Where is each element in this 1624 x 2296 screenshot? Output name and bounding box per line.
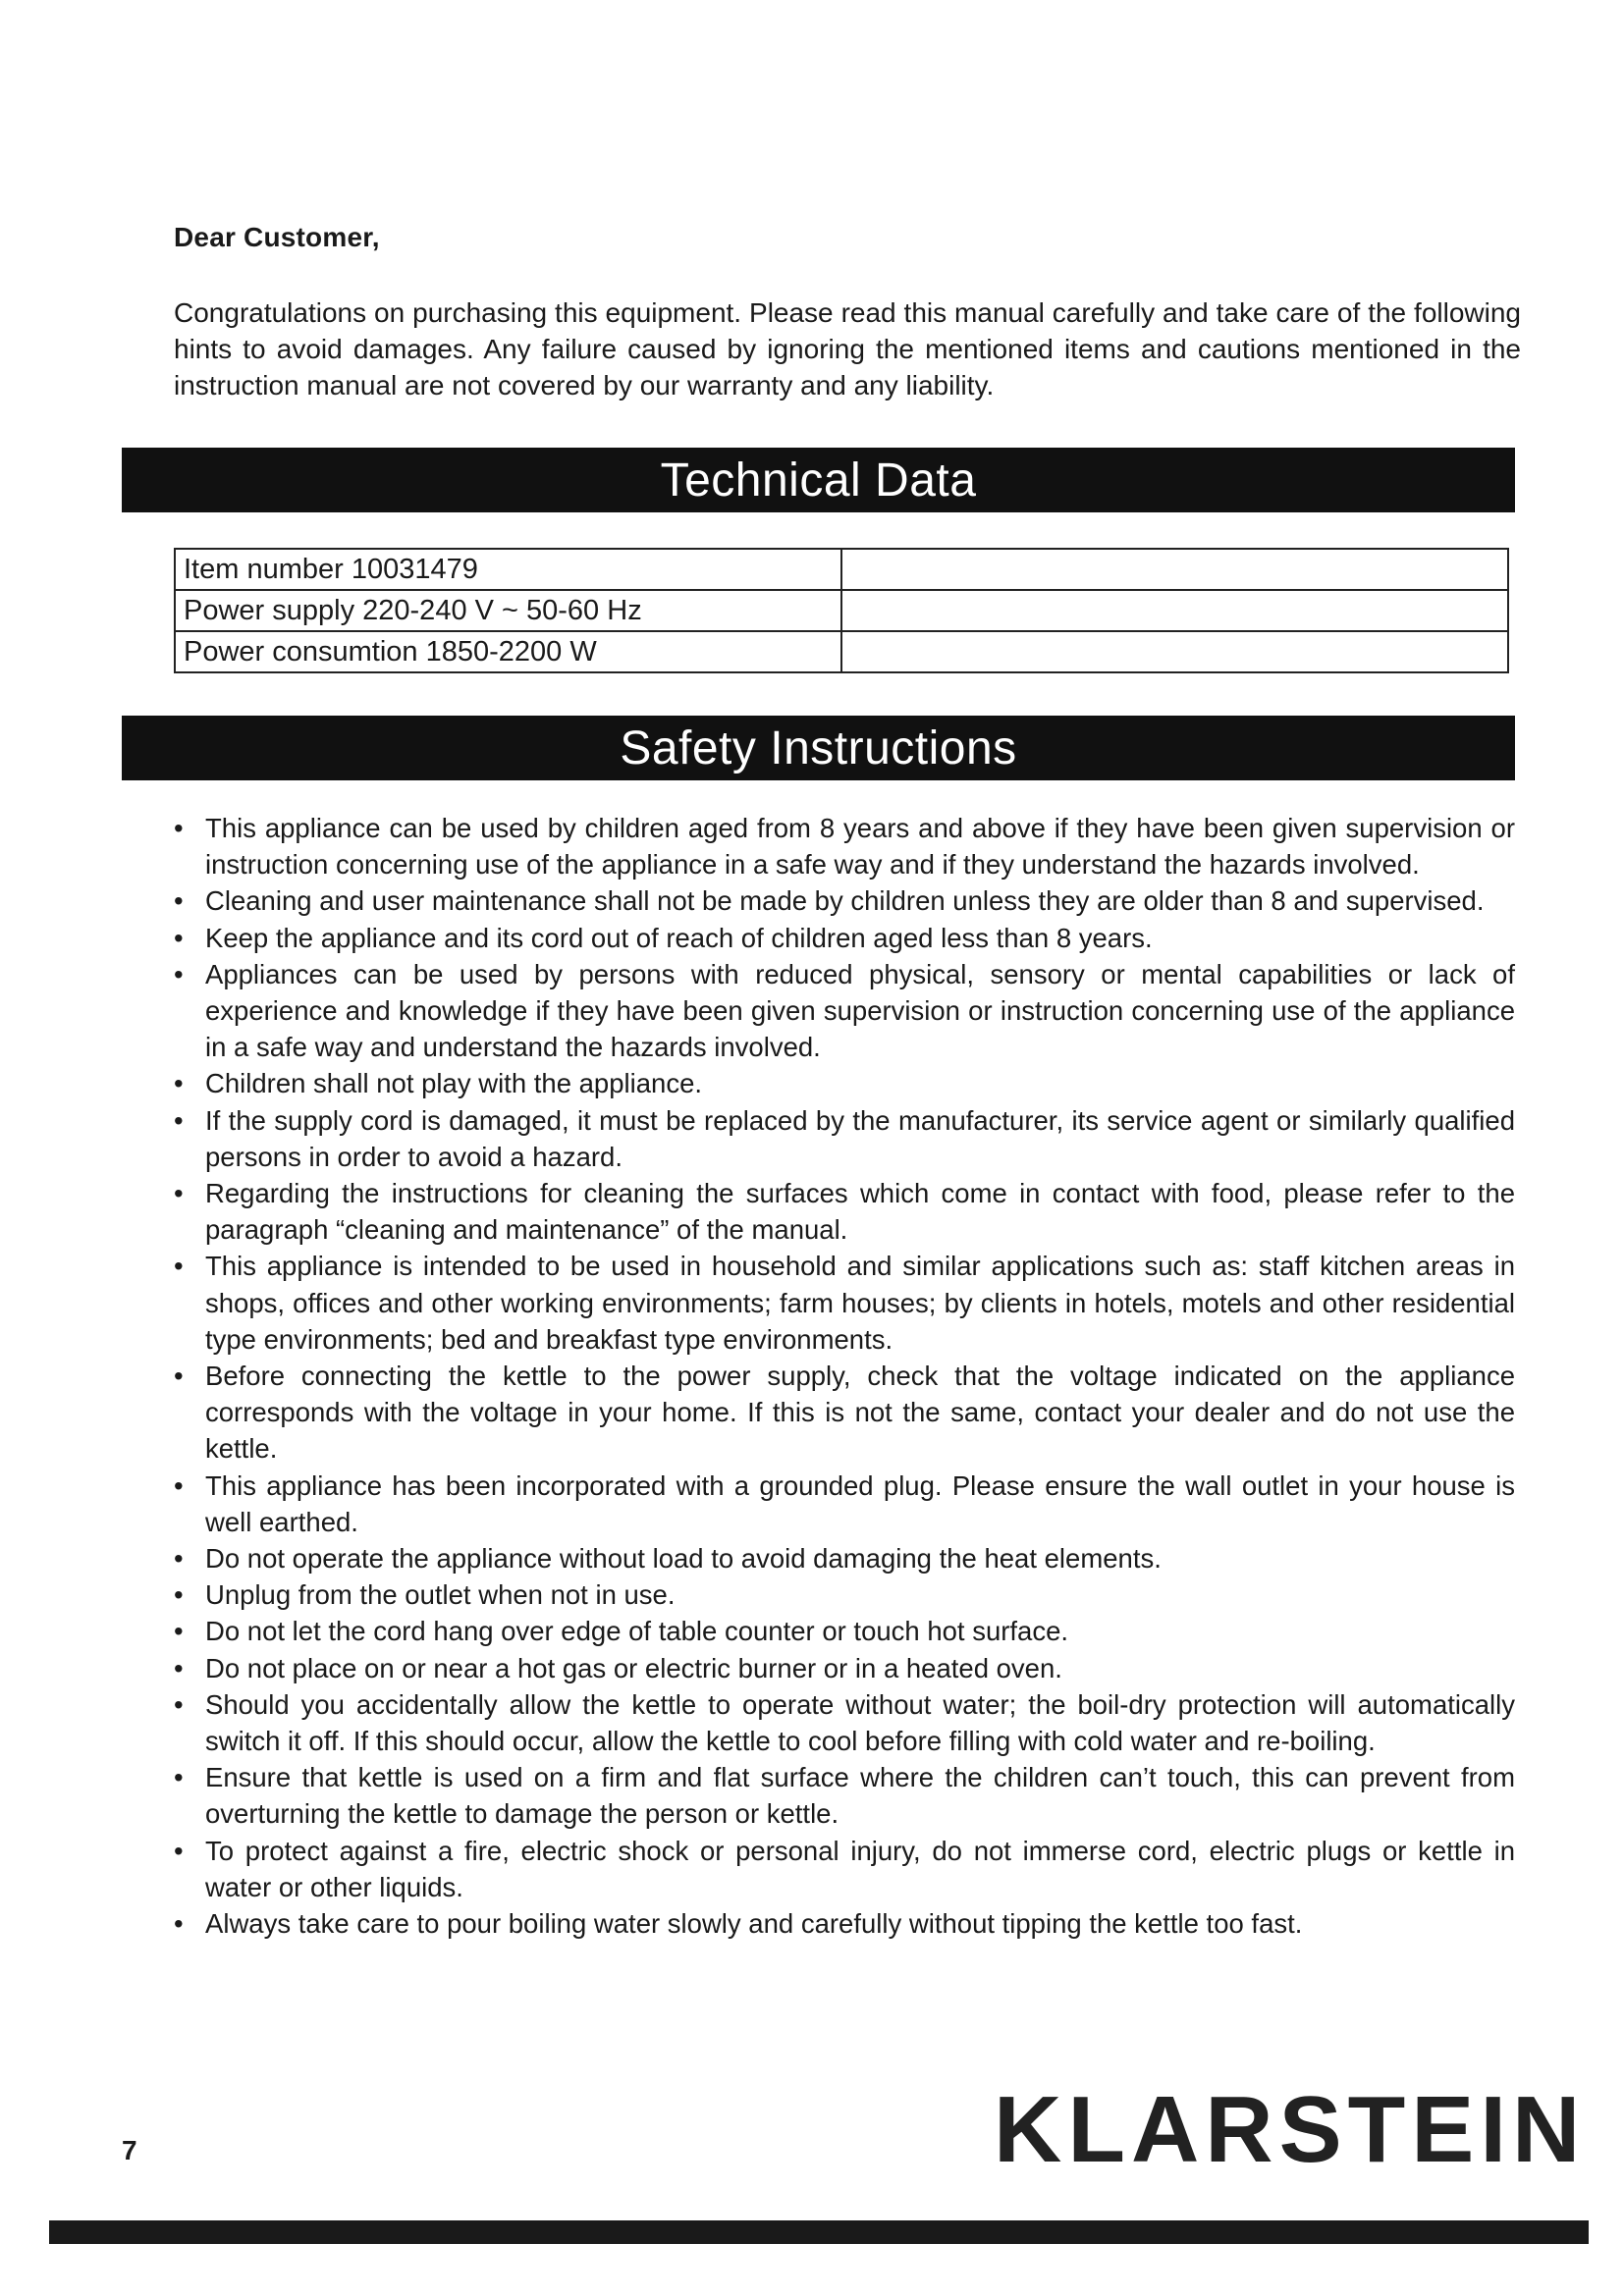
list-item-text: Should you accidentally allow the kettle to operate without water; the boil-dry protection will automatically switch it off. If this should occur, allow the kettle to cool before filling with cold water and re-boiling. xyxy=(205,1688,1515,1757)
table-row xyxy=(175,631,1508,672)
bullet-icon: • xyxy=(174,1104,184,1136)
bullet-icon: • xyxy=(174,1361,184,1392)
list-item xyxy=(174,810,1515,882)
bullet-icon: • xyxy=(174,885,184,917)
spec-value xyxy=(841,549,1508,590)
list-item-text: Unplug from the outlet when not in use. xyxy=(205,1579,676,1611)
intro-paragraph: Congratulations on purchasing this equipment. Please read this manual carefully and take care of the following hints to avoid damages. Any failure caused by ignoring the mentioned items and cautions mentioned in the instruction manual are not covered by our warranty and any liability. xyxy=(174,297,1521,400)
list-item-text: Cleaning and user maintenance shall not be made by children unless they are older than 8 and supervised. xyxy=(205,885,1485,917)
bottom-bar xyxy=(49,2220,1589,2244)
brand-logo: KLARSTEIN xyxy=(994,2077,1587,2182)
safety-list xyxy=(174,810,1515,1942)
bullet-icon: • xyxy=(174,1688,184,1720)
list-item-text: Keep the appliance and its cord out of reach of children aged less than 8 years. xyxy=(205,922,1153,953)
bullet-icon: • xyxy=(174,1762,184,1793)
bullet-icon: • xyxy=(174,1579,184,1611)
list-item-text: This appliance has been incorporated with a grounded plug. Please ensure the wall outlet in your house is well earthed. xyxy=(205,1469,1515,1537)
list-item-text: Regarding the instructions for cleaning the surfaces which come in contact with food, please refer to the paragraph “cleaning and maintenance” of the manual. xyxy=(205,1178,1515,1246)
list-item xyxy=(174,1650,1515,1686)
list-item xyxy=(174,956,1515,1066)
bullet-icon: • xyxy=(174,1543,184,1575)
spec-value xyxy=(841,590,1508,631)
bullet-icon: • xyxy=(174,1652,184,1683)
page-number: 7 xyxy=(122,2135,137,2165)
bullet-icon: • xyxy=(174,1835,184,1866)
list-item-text: Ensure that kettle is used on a firm and flat surface where the children can’t touch, this can prevent from overturning the kettle to damage the person or kettle. xyxy=(205,1762,1515,1830)
list-item-text: Children shall not play with the appliance. xyxy=(205,1068,702,1099)
technical-data-heading: Technical Data xyxy=(122,448,1515,512)
list-item xyxy=(174,1833,1515,1905)
list-item xyxy=(174,1248,1515,1358)
bullet-icon: • xyxy=(174,1178,184,1209)
list-item xyxy=(174,1540,1515,1576)
technical-data-table xyxy=(174,548,1509,673)
bullet-icon: • xyxy=(174,922,184,953)
list-item-text: If the supply cord is damaged, it must be replaced by the manufacturer, its service agent or similarly qualified persons in order to avoid a hazard. xyxy=(205,1104,1515,1172)
list-item xyxy=(174,1175,1515,1248)
bullet-icon: • xyxy=(174,1068,184,1099)
list-item xyxy=(174,1613,1515,1649)
spec-value xyxy=(841,631,1508,672)
list-item-text: Appliances can be used by persons with reduced physical, sensory or mental capabilities or lack of experience and knowledge if they have been given supervision or instruction concerning use of the appliance in a safe way and understand the hazards involved. xyxy=(205,958,1515,1063)
list-item xyxy=(174,1759,1515,1832)
bullet-icon: • xyxy=(174,1469,184,1501)
list-item xyxy=(174,920,1515,956)
bullet-icon: • xyxy=(174,1616,184,1647)
table-row xyxy=(175,590,1508,631)
list-item xyxy=(174,882,1515,919)
spec-label: Power consumtion 1850-2200 W xyxy=(175,631,841,672)
greeting: Dear Customer, xyxy=(174,222,380,252)
list-item xyxy=(174,1358,1515,1468)
list-item-text: Before connecting the kettle to the power supply, check that the voltage indicated on the appliance corresponds with the voltage in your home. If this is not the same, contact your dealer and do not use the kettle. xyxy=(205,1361,1515,1465)
list-item-text: This appliance is intended to be used in household and similar applications such as: staff kitchen areas in shops, offices and other working environments; farm houses; by clients in hotels, motels and other residential type environments; bed and breakfast type environments. xyxy=(205,1251,1515,1355)
spec-label: Item number 10031479 xyxy=(175,549,841,590)
list-item-text: Do not operate the appliance without load to avoid damaging the heat elements. xyxy=(205,1543,1162,1575)
list-item-text: Do not let the cord hang over edge of table counter or touch hot surface. xyxy=(205,1616,1069,1647)
list-item xyxy=(174,1576,1515,1613)
spec-label: Power supply 220-240 V ~ 50-60 Hz xyxy=(175,590,841,631)
list-item xyxy=(174,1468,1515,1540)
list-item-text: Do not place on or near a hot gas or electric burner or in a heated oven. xyxy=(205,1652,1062,1683)
list-item-text: This appliance can be used by children aged from 8 years and above if they have been given supervision or instruction concerning use of the appliance in a safe way and if they understand the hazards involved. xyxy=(205,813,1515,881)
bullet-icon: • xyxy=(174,958,184,989)
list-item-text: Always take care to pour boiling water slowly and carefully without tipping the kettle too fast. xyxy=(205,1908,1303,1940)
list-item xyxy=(174,1686,1515,1759)
list-item-text: To protect against a fire, electric shock or personal injury, do not immerse cord, electric plugs or kettle in water or other liquids. xyxy=(205,1835,1515,1902)
bullet-icon: • xyxy=(174,813,184,843)
list-item xyxy=(174,1102,1515,1175)
safety-instructions-heading: Safety Instructions xyxy=(122,716,1515,780)
bullet-icon: • xyxy=(174,1908,184,1940)
bullet-icon: • xyxy=(174,1251,184,1282)
list-item xyxy=(174,1905,1515,1942)
table-row xyxy=(175,549,1508,590)
list-item xyxy=(174,1065,1515,1101)
